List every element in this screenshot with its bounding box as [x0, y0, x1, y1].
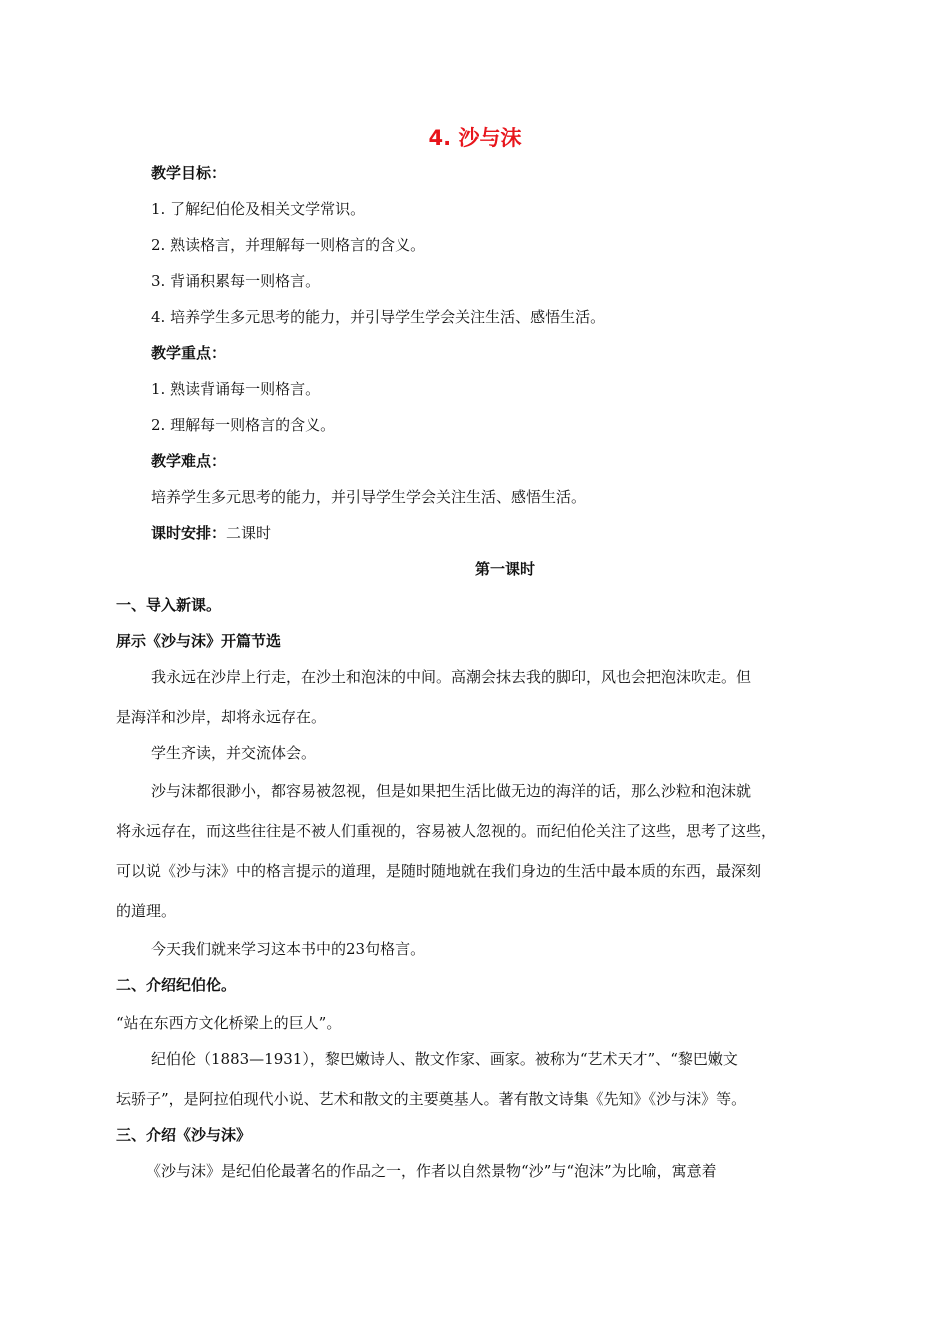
goal-item: 4. 培养学生多元思考的能力，并引导学生学会关注生活、感悟生活。 — [151, 308, 606, 326]
paragraph-line: 坛骄子”，是阿拉伯现代小说、艺术和散文的主要奠基人。著有散文诗集《先知》《沙与沫》等。 — [116, 1090, 747, 1108]
schedule-value: 二课时 — [226, 524, 272, 542]
section-heading: 三、介绍《沙与沫》 — [116, 1126, 252, 1144]
keypoint-item: 2. 理解每一则格言的含义。 — [151, 416, 336, 434]
section-heading: 二、介绍纪伯伦。 — [116, 976, 237, 994]
quote-line: 是海洋和沙岸，却将永远存在。 — [116, 708, 327, 726]
paragraph-line: 今天我们就来学习这本书中的23句格言。 — [151, 940, 426, 958]
goal-item: 1. 了解纪伯伦及相关文学常识。 — [151, 200, 366, 218]
paragraph-line: 沙与沫都很渺小，都容易被忽视，但是如果把生活比做无边的海洋的话，那么沙粒和泡沫就 — [151, 782, 752, 800]
document-title: 4. 沙与沫 — [428, 126, 522, 150]
keypoints-heading: 教学重点： — [151, 344, 227, 362]
goals-heading: 教学目标： — [151, 164, 227, 182]
difficulties-heading: 教学难点： — [151, 452, 227, 470]
paragraph-line: 《沙与沫》是纪伯伦最著名的作品之一，作者以自然景物“沙”与“泡沫”为比喻，寓意着 — [146, 1162, 717, 1180]
lesson-heading: 第一课时 — [474, 560, 535, 578]
paragraph-line: 学生齐读，并交流体会。 — [151, 744, 317, 762]
paragraph-line: “站在东西方文化桥梁上的巨人”。 — [116, 1014, 342, 1032]
paragraph-line: 将永远存在，而这些往往是不被人们重视的，容易被人忽视的。而纪伯伦关注了这些，思考了这些， — [116, 822, 777, 840]
goal-item: 2. 熟读格言，并理解每一则格言的含义。 — [151, 236, 426, 254]
section-heading: 一、导入新课。 — [116, 596, 222, 614]
section-subheading: 屏示《沙与沫》开篇节选 — [116, 632, 282, 650]
paragraph-line: 可以说《沙与沫》中的格言提示的道理，是随时随地就在我们身边的生活中最本质的东西，最深刻 — [116, 862, 762, 880]
schedule — [151, 523, 271, 543]
keypoint-item: 1. 熟读背诵每一则格言。 — [151, 380, 321, 398]
quote-line: 我永远在沙岸上行走，在沙土和泡沫的中间。高潮会抹去我的脚印，风也会把泡沫吹走。但 — [151, 668, 752, 686]
schedule-label: 课时安排： — [151, 524, 227, 542]
paragraph-line: 纪伯伦（1883—1931），黎巴嫩诗人、散文作家、画家。被称为“艺术天才”、“黎巴嫩文 — [151, 1050, 738, 1068]
difficulties-text: 培养学生多元思考的能力，并引导学生学会关注生活、感悟生活。 — [151, 488, 587, 506]
paragraph-line: 的道理。 — [116, 902, 177, 920]
goal-item: 3. 背诵积累每一则格言。 — [151, 272, 321, 290]
